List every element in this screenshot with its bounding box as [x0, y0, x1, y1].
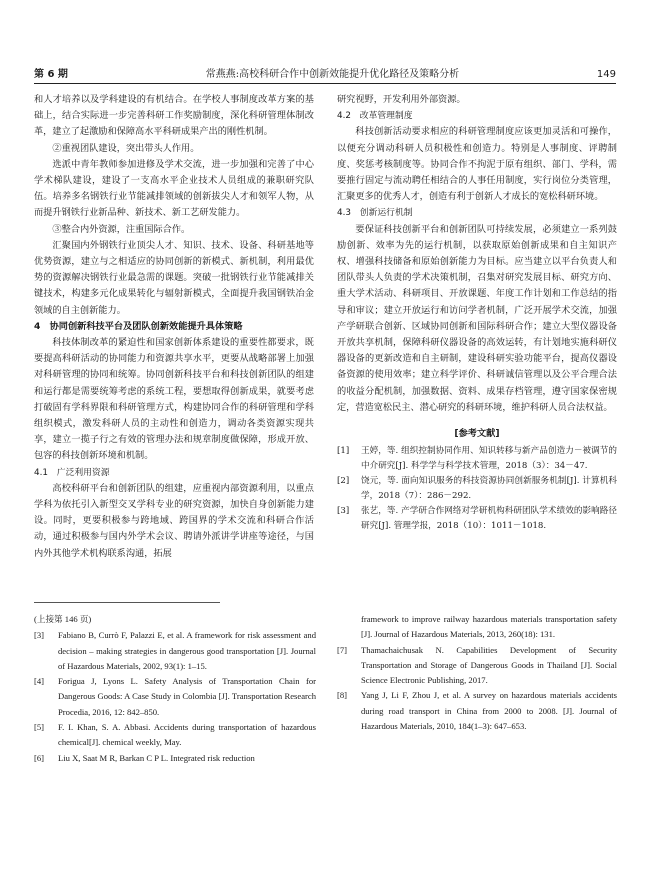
- reference-item: [34, 628, 316, 674]
- paragraph: 高校科研平台和创新团队的组建，应重视内部资源利用，以重点学科为依托引入新型交叉学科专业的研究资源，加快自身创新能力建设。同时，更要积极参与跨地域、跨国界的学术交流和科研合作活动，通过积极参与国内外学术会议、聘请外派讲学讲座等途径，与国内外其他学术机构联系沟通，拓展: [34, 482, 314, 559]
- reference-number: [4]: [34, 676, 45, 687]
- left-column: [34, 92, 314, 562]
- page-number: 149: [596, 69, 616, 80]
- reference-number: [7]: [337, 644, 348, 655]
- reference-text: F. I. Khan, S. A. Abbasi. Accidents during transportation of hazardous chemical[J]. chemical weekly, May.: [58, 722, 316, 748]
- paragraph: 要保证科技创新平台和创新团队可持续发展，必须建立一系列鼓励创新、效率为先的运行机制，以获取原始创新成果和自主知识产权、增强科技储备和原始创新能力为目标。应当建立以平台负责人和团队带头人负责的学术决策机制，召集对研究发展目标、研究方向、重大学术活动、科研项目、开放课题、年度工作计划和工作总结的指导和审议；建立开放运行和访问学者机制，广泛开展学术交流，加强产学研联合创新、区域协同创新和国际科研合作；建立大型仪器设备开放共享机制，保障科研仪器设备的高效运转，有计划地实施科研仪器设备的更新改造和自主研制，建设科研实验功能平台，提高仪器设备资源的使用效率；建立科学评价、科研诚信管理以及公平合理合法的收益分配机制，加强数据、资料、成果存档管理，遵守国家保密规定，营造宽松民主、潜心研究的科研环境，维护科研人员合法权益。: [337, 223, 617, 413]
- continued-note: (上接第 146 页): [34, 614, 92, 624]
- paragraph: 汇聚国内外钢铁行业顶尖人才、知识、技术、设备、科研基地等优势资源，建立与之相适应的协同创新的新模式、新机制，利用最优势的资源解决钢铁行业最急需的课题。突破一批钢铁行业节能减排关键技术，构建多元化成果转化与辐射新模式，全面提升我国钢铁冶金领域的自主创新能力。: [34, 239, 314, 316]
- reference-text: Thamachaichusak N. Capabilities Development of Security Transportation and Storage of Dangerous Goods in Thailand [J]. Social Science Electronic Publishing, 2017.: [361, 644, 617, 686]
- reference-item: [34, 674, 316, 720]
- reference-number: [8]: [337, 690, 348, 701]
- paragraph: 科技创新活动要求相应的科研管理制度应该更加灵活和可操作，以便充分调动科研人员积极性和创造力。特别是人事制度、评聘制度、奖惩考核制度等。协同合作不拘泥于原有组织、部门、学科，需要推行固定与流动聘任相结合的人事任用制度，实行岗位分类管理，汇聚更多的优秀人才，创造有利于创新人才成长的宽松科研环境。: [337, 126, 617, 203]
- reference-number: [3]: [337, 506, 350, 517]
- reference-number: [1]: [337, 446, 350, 457]
- reference-text: Fabiano B, Currò F, Palazzi E, et al. A framework for risk assessment and decision – making strategies in dangerous good transportation [J]. Journal of Hazardous Materials, 2002, 93(1): 1–15.: [58, 630, 316, 671]
- reference-item: [34, 751, 316, 766]
- right-column-body: [337, 92, 617, 416]
- subsection-heading: 4.1 广泛利用资源: [34, 467, 110, 478]
- continued-refs-right: [337, 612, 617, 734]
- subsection-heading: 4.2 改革管理制度: [337, 111, 413, 122]
- references-heading: [参考文献]: [454, 428, 500, 440]
- reference-text: Forigua J, Lyons L. Safety Analysis of Transportation Chain for Dangerous Goods: A Case Study in Colombia [J]. Transportation Research Procedia, 2016, 12: 842–850.: [58, 676, 316, 717]
- reference-item: [337, 504, 617, 534]
- reference-item: [337, 444, 617, 474]
- paragraph: 和人才培养以及学科建设的有机结合。在学校人事制度改革方案的基础上，结合实际进一步完善科研工作奖励制度，深化科研管理体制改革，建立了起激励和保障高水平科研成果产出的刚性机制。: [34, 94, 314, 138]
- reference-item: [337, 474, 617, 504]
- reference-text: Liu X, Saat M R, Barkan C P L. Integrated risk reduction: [58, 752, 255, 763]
- paragraph: 研究视野，开发利用外部资源。: [337, 94, 466, 105]
- reference-item: [337, 612, 617, 643]
- reference-item: [337, 643, 617, 689]
- reference-number: [3]: [34, 630, 45, 641]
- paragraph: 选派中青年教师参加进修及学术交流，进一步加强和完善了中心学术梯队建设，建设了一支高水平企业技术人员组成的兼职研究队伍。培养多名钢铁行业节能减排领域的创新拔尖人才和领军人物，从而提升钢铁行业新品种、新技术、新工艺研发能力。: [34, 158, 314, 219]
- references-list: [337, 444, 617, 534]
- reference-number: [6]: [34, 752, 45, 763]
- paragraph: ③整合内外资源，注重国际合作。: [52, 223, 191, 235]
- paragraph: ②重视团队建设，突出带头人作用。: [52, 142, 200, 154]
- reference-number: [337, 612, 361, 643]
- reference-text: 王婷，等. 组织控制协同作用、知识转移与新产品创造力－被调节的中介研究[J]. 科学学与科学技术管理，2018（3）：34－47.: [361, 446, 617, 472]
- reference-number: [5]: [34, 722, 45, 733]
- subsection-heading: 4.3 创新运行机制: [337, 208, 413, 219]
- section-heading: 4 协同创新科技平台及团队创新效能提升具体策略: [34, 320, 243, 332]
- continued-refs-left: [34, 612, 316, 766]
- issue-number: 第 6 期: [34, 69, 68, 80]
- continued-refs-left-list: [34, 628, 316, 766]
- reference-number: [2]: [337, 476, 350, 487]
- reference-item: [34, 720, 316, 751]
- reference-text: 张艺，等. 产学研合作网络对学研机构科研团队学术绩效的影响路径研究[J]. 管理学报，2018（10）：1011－1018.: [361, 506, 617, 532]
- footnote-divider: [34, 602, 220, 603]
- reference-text: Yang J, Li F, Zhou J, et al. A survey on hazardous materials accidents during road transport in China from 2000 to 2008. [J]. Journal of Hazardous Materials, 2010, 184(1–3): 647–653.: [361, 690, 617, 732]
- paragraph: 科技体制改革的紧迫性和国家创新体系建设的重要性都要求，既要提高科研活动的协同能力和资源共享水平，更要从战略部署上加强对科研管理的协同和统筹。协同创新科技平台和科技创新团队的组建和运行都是需要统筹考虑的系统工程，要想取得创新成果，就要考虑打破固有学科界限和科研管理方式，构建协同合作的科研管理和学科组织模式，激发科研人员的主动性和创造力，调动各类资源实现共享，建立一揽子行之有效的管理办法和规章制度做保障，形成开放、包容的科技创新环境和机制。: [34, 337, 314, 462]
- reference-item: [337, 688, 617, 734]
- running-title: 常燕燕:高校科研合作中创新效能提升优化路径及策略分析: [205, 69, 460, 80]
- reference-text: 饶元，等. 面向知识服务的科技资源协同创新服务机制[J]. 计算机科学，2018（7）：286－292.: [361, 476, 617, 502]
- reference-text: framework to improve railway hazardous materials transportation safety [J]. Journal of Hazardous Materials, 2013, 260(18): 131.: [361, 614, 617, 640]
- running-header: [34, 60, 616, 84]
- right-column: [337, 92, 617, 534]
